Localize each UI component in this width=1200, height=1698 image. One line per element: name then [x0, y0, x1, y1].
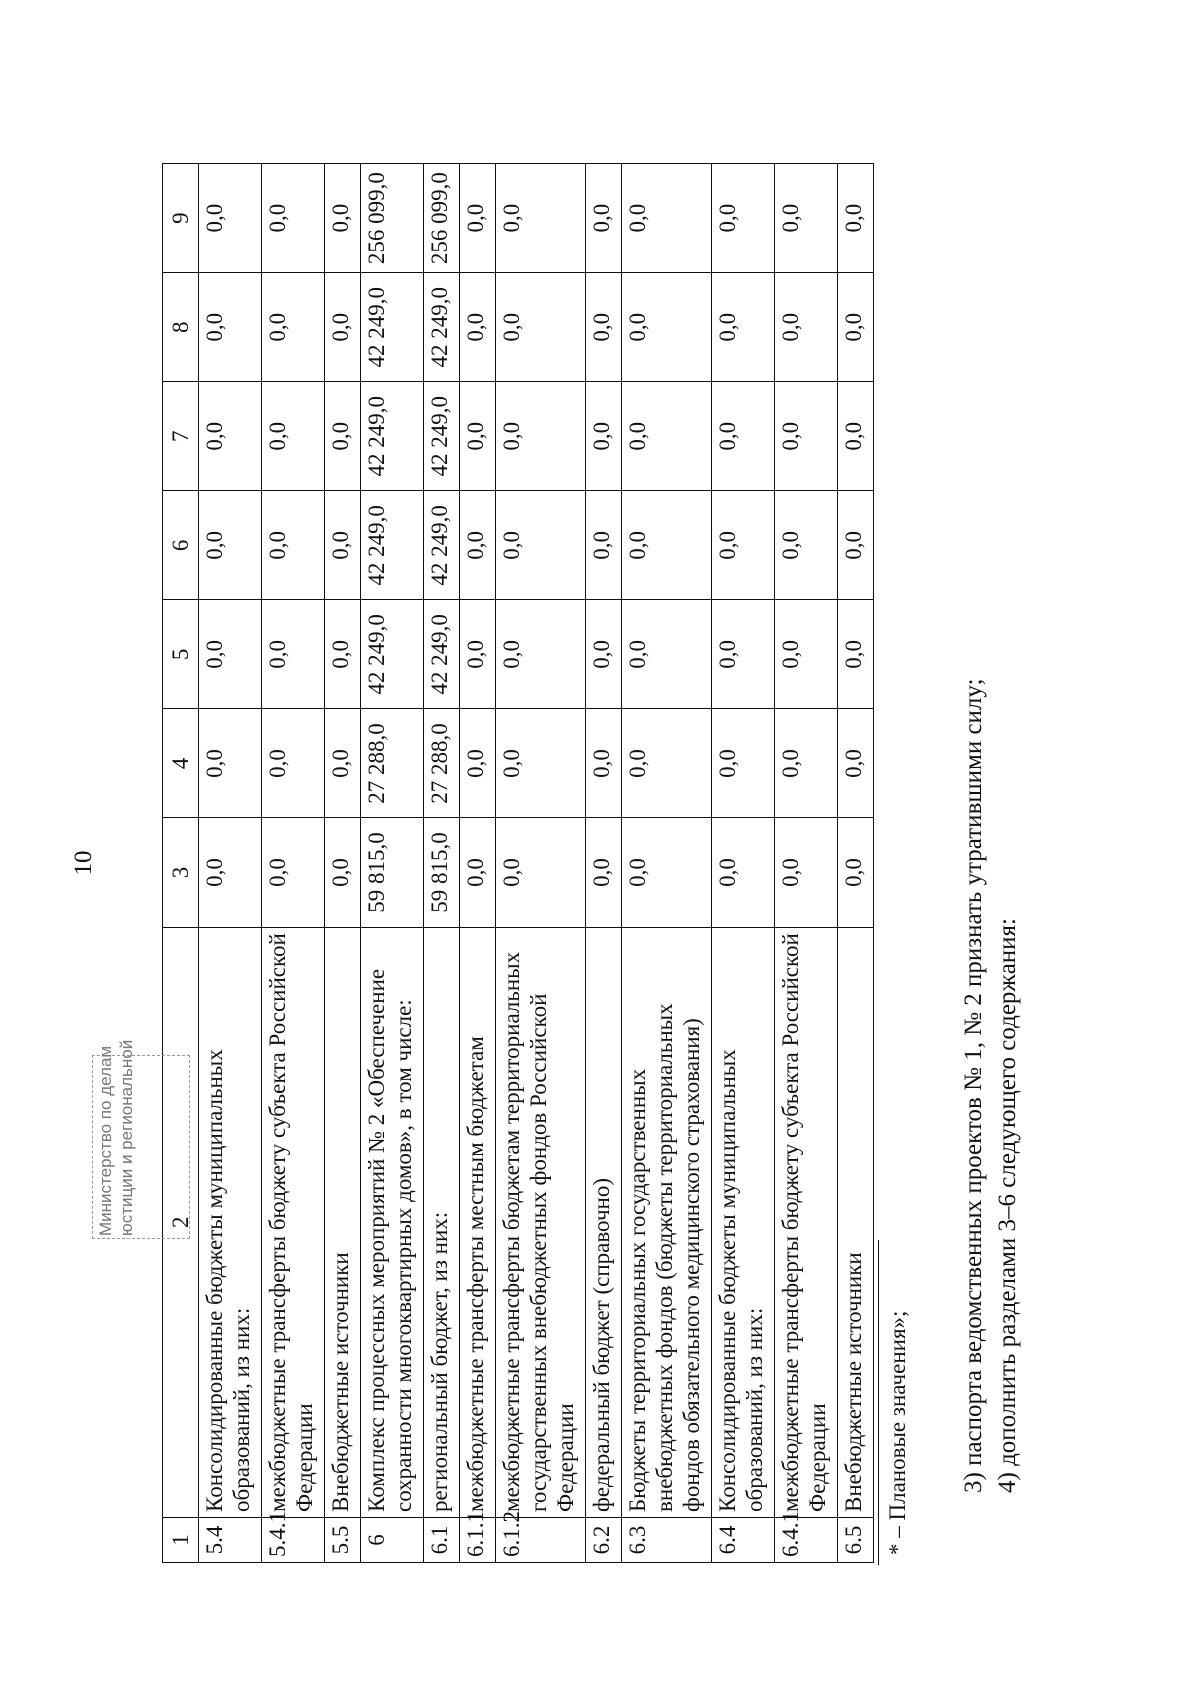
row-name-cell: Внебюджетные источники	[838, 927, 874, 1517]
row-value-cell: 0,0	[775, 273, 838, 382]
row-value-cell: 0,0	[712, 709, 775, 818]
row-name-cell: федеральный бюджет (справочно)	[586, 927, 622, 1517]
row-value-cell: 0,0	[838, 709, 874, 818]
row-value-cell: 0,0	[712, 600, 775, 709]
row-value-cell: 0,0	[262, 273, 325, 382]
row-value-cell: 42 249,0	[361, 273, 424, 382]
row-value-cell: 0,0	[586, 600, 622, 709]
row-value-cell: 0,0	[775, 709, 838, 818]
table-row	[712, 164, 775, 1563]
row-name-cell: Бюджеты территориальных государственных внебюджетных фондов (бюджеты территориальных фондов обязательного медицинского страхования)	[622, 927, 712, 1517]
row-value-cell: 0,0	[199, 273, 262, 382]
row-value-cell: 0,0	[199, 600, 262, 709]
row-value-cell: 0,0	[262, 164, 325, 273]
row-name-cell: Консолидированные бюджеты муниципальных образований, из них:	[712, 927, 775, 1517]
row-value-cell: 0,0	[262, 382, 325, 491]
row-value-cell: 0,0	[460, 273, 496, 382]
row-value-cell: 0,0	[775, 818, 838, 927]
table-row	[586, 164, 622, 1563]
table-header-cell: 4	[163, 709, 199, 818]
row-value-cell: 0,0	[622, 600, 712, 709]
table-header-cell: 3	[163, 818, 199, 927]
row-value-cell: 0,0	[775, 382, 838, 491]
row-value-cell: 0,0	[586, 818, 622, 927]
row-value-cell: 42 249,0	[424, 600, 460, 709]
row-value-cell: 0,0	[622, 164, 712, 273]
row-value-cell: 0,0	[199, 164, 262, 273]
row-value-cell: 42 249,0	[361, 382, 424, 491]
row-value-cell: 0,0	[325, 273, 361, 382]
row-name-cell: межбюджетные трансферты бюджету субъекта Российской Федерации	[775, 927, 838, 1517]
row-code-cell: 6.1.1	[460, 1517, 496, 1562]
row-value-cell: 0,0	[622, 709, 712, 818]
row-value-cell: 0,0	[496, 273, 586, 382]
row-value-cell: 0,0	[496, 164, 586, 273]
row-value-cell: 0,0	[199, 709, 262, 818]
row-value-cell: 0,0	[838, 273, 874, 382]
row-name-cell: межбюджетные трансферты бюджетам территориальных государственных внебюджетных фондов Российской Федерации	[496, 927, 586, 1517]
table-row	[838, 164, 874, 1563]
row-value-cell: 0,0	[622, 818, 712, 927]
footnote-divider	[878, 1240, 879, 1565]
row-code-cell: 6.4	[712, 1517, 775, 1562]
row-value-cell: 42 249,0	[424, 491, 460, 600]
row-value-cell: 59 815,0	[361, 818, 424, 927]
row-code-cell: 6.1.2	[496, 1517, 586, 1562]
table-header-cell: 2	[163, 927, 199, 1517]
page-number: 10	[70, 850, 97, 876]
row-value-cell: 59 815,0	[424, 818, 460, 927]
row-value-cell: 0,0	[460, 164, 496, 273]
table-row	[361, 164, 424, 1563]
row-value-cell: 0,0	[712, 491, 775, 600]
row-value-cell: 0,0	[496, 600, 586, 709]
row-value-cell: 0,0	[838, 818, 874, 927]
row-code-cell: 6.2	[586, 1517, 622, 1562]
table-row	[262, 164, 325, 1563]
row-code-cell: 6.1	[424, 1517, 460, 1562]
table-header-cell: 7	[163, 382, 199, 491]
row-name-cell: Комплекс процессных мероприятий № 2 «Обеспечение сохранности многоквартирных домов», в том числе:	[361, 927, 424, 1517]
row-value-cell: 0,0	[325, 818, 361, 927]
row-value-cell: 256 099,0	[361, 164, 424, 273]
row-value-cell: 0,0	[325, 382, 361, 491]
row-value-cell: 0,0	[496, 491, 586, 600]
row-name-cell: Консолидированные бюджеты муниципальных образований, из них:	[199, 927, 262, 1517]
stamp-line-1: Министерство по делам	[96, 1045, 115, 1236]
row-value-cell: 0,0	[325, 491, 361, 600]
row-value-cell: 0,0	[712, 164, 775, 273]
row-name-cell: региональный бюджет, из них:	[424, 927, 460, 1517]
table-header-cell: 6	[163, 491, 199, 600]
row-value-cell: 0,0	[496, 709, 586, 818]
row-value-cell: 0,0	[838, 382, 874, 491]
table-row	[325, 164, 361, 1563]
row-code-cell: 5.4	[199, 1517, 262, 1562]
paragraph-item-4: 4) дополнить разделами 3–6 следующего содержания:	[994, 918, 1021, 1493]
row-value-cell: 0,0	[460, 709, 496, 818]
table-header-cell: 8	[163, 273, 199, 382]
row-code-cell: 5.4.1	[262, 1517, 325, 1562]
table-header-cell: 5	[163, 600, 199, 709]
row-value-cell: 0,0	[838, 600, 874, 709]
row-value-cell: 0,0	[199, 818, 262, 927]
row-value-cell: 0,0	[199, 491, 262, 600]
row-code-cell: 6.3	[622, 1517, 712, 1562]
row-code-cell: 6	[361, 1517, 424, 1562]
row-value-cell: 42 249,0	[361, 491, 424, 600]
row-value-cell: 27 288,0	[424, 709, 460, 818]
row-value-cell: 0,0	[325, 164, 361, 273]
row-code-cell: 6.4.1	[775, 1517, 838, 1562]
table-row	[199, 164, 262, 1563]
row-value-cell: 0,0	[622, 491, 712, 600]
table-header-row	[163, 164, 199, 1563]
row-value-cell: 0,0	[622, 382, 712, 491]
row-code-cell: 6.5	[838, 1517, 874, 1562]
row-code-cell: 5.5	[325, 1517, 361, 1562]
row-value-cell: 42 249,0	[424, 273, 460, 382]
footnote: * – Плановые значения»;	[885, 1310, 910, 1555]
row-value-cell: 0,0	[199, 382, 262, 491]
stamp-text	[95, 1039, 137, 1236]
row-value-cell: 0,0	[712, 382, 775, 491]
row-value-cell: 0,0	[775, 491, 838, 600]
row-value-cell: 0,0	[586, 273, 622, 382]
row-name-cell: межбюджетные трансферты бюджету субъекта Российской Федерации	[262, 927, 325, 1517]
row-value-cell: 0,0	[775, 164, 838, 273]
row-value-cell: 0,0	[325, 600, 361, 709]
row-value-cell: 0,0	[325, 709, 361, 818]
row-value-cell: 27 288,0	[361, 709, 424, 818]
row-value-cell: 0,0	[460, 491, 496, 600]
row-value-cell: 0,0	[586, 709, 622, 818]
row-value-cell: 0,0	[838, 491, 874, 600]
table-row	[775, 164, 838, 1563]
row-value-cell: 0,0	[622, 273, 712, 382]
row-value-cell: 0,0	[460, 600, 496, 709]
row-name-cell: Внебюджетные источники	[325, 927, 361, 1517]
row-value-cell: 0,0	[586, 382, 622, 491]
paragraph-item-3: 3) паспорта ведомственных проектов № 1, № 2 признать утратившими силу;	[960, 678, 987, 1493]
budget-table	[162, 163, 874, 1563]
stamp-line-2: юстиции и региональной	[117, 1039, 136, 1236]
table-header-cell: 1	[163, 1517, 199, 1562]
table-row	[622, 164, 712, 1563]
row-value-cell: 0,0	[262, 600, 325, 709]
table-header-cell: 9	[163, 164, 199, 273]
row-value-cell: 0,0	[460, 382, 496, 491]
row-value-cell: 0,0	[838, 164, 874, 273]
row-value-cell: 0,0	[496, 818, 586, 927]
row-value-cell: 0,0	[586, 164, 622, 273]
row-value-cell: 42 249,0	[424, 382, 460, 491]
row-value-cell: 0,0	[460, 818, 496, 927]
row-value-cell: 0,0	[775, 600, 838, 709]
registration-stamp	[92, 1039, 190, 1239]
row-value-cell: 0,0	[712, 273, 775, 382]
table-body	[199, 164, 874, 1563]
table-row	[424, 164, 460, 1563]
row-value-cell: 42 249,0	[361, 600, 424, 709]
row-value-cell: 0,0	[496, 382, 586, 491]
row-value-cell: 256 099,0	[424, 164, 460, 273]
row-value-cell: 0,0	[262, 709, 325, 818]
table-row	[496, 164, 586, 1563]
row-value-cell: 0,0	[262, 818, 325, 927]
row-value-cell: 0,0	[712, 818, 775, 927]
table-row	[460, 164, 496, 1563]
row-value-cell: 0,0	[586, 491, 622, 600]
row-value-cell: 0,0	[262, 491, 325, 600]
row-name-cell: межбюджетные трансферты местным бюджетам	[460, 927, 496, 1517]
